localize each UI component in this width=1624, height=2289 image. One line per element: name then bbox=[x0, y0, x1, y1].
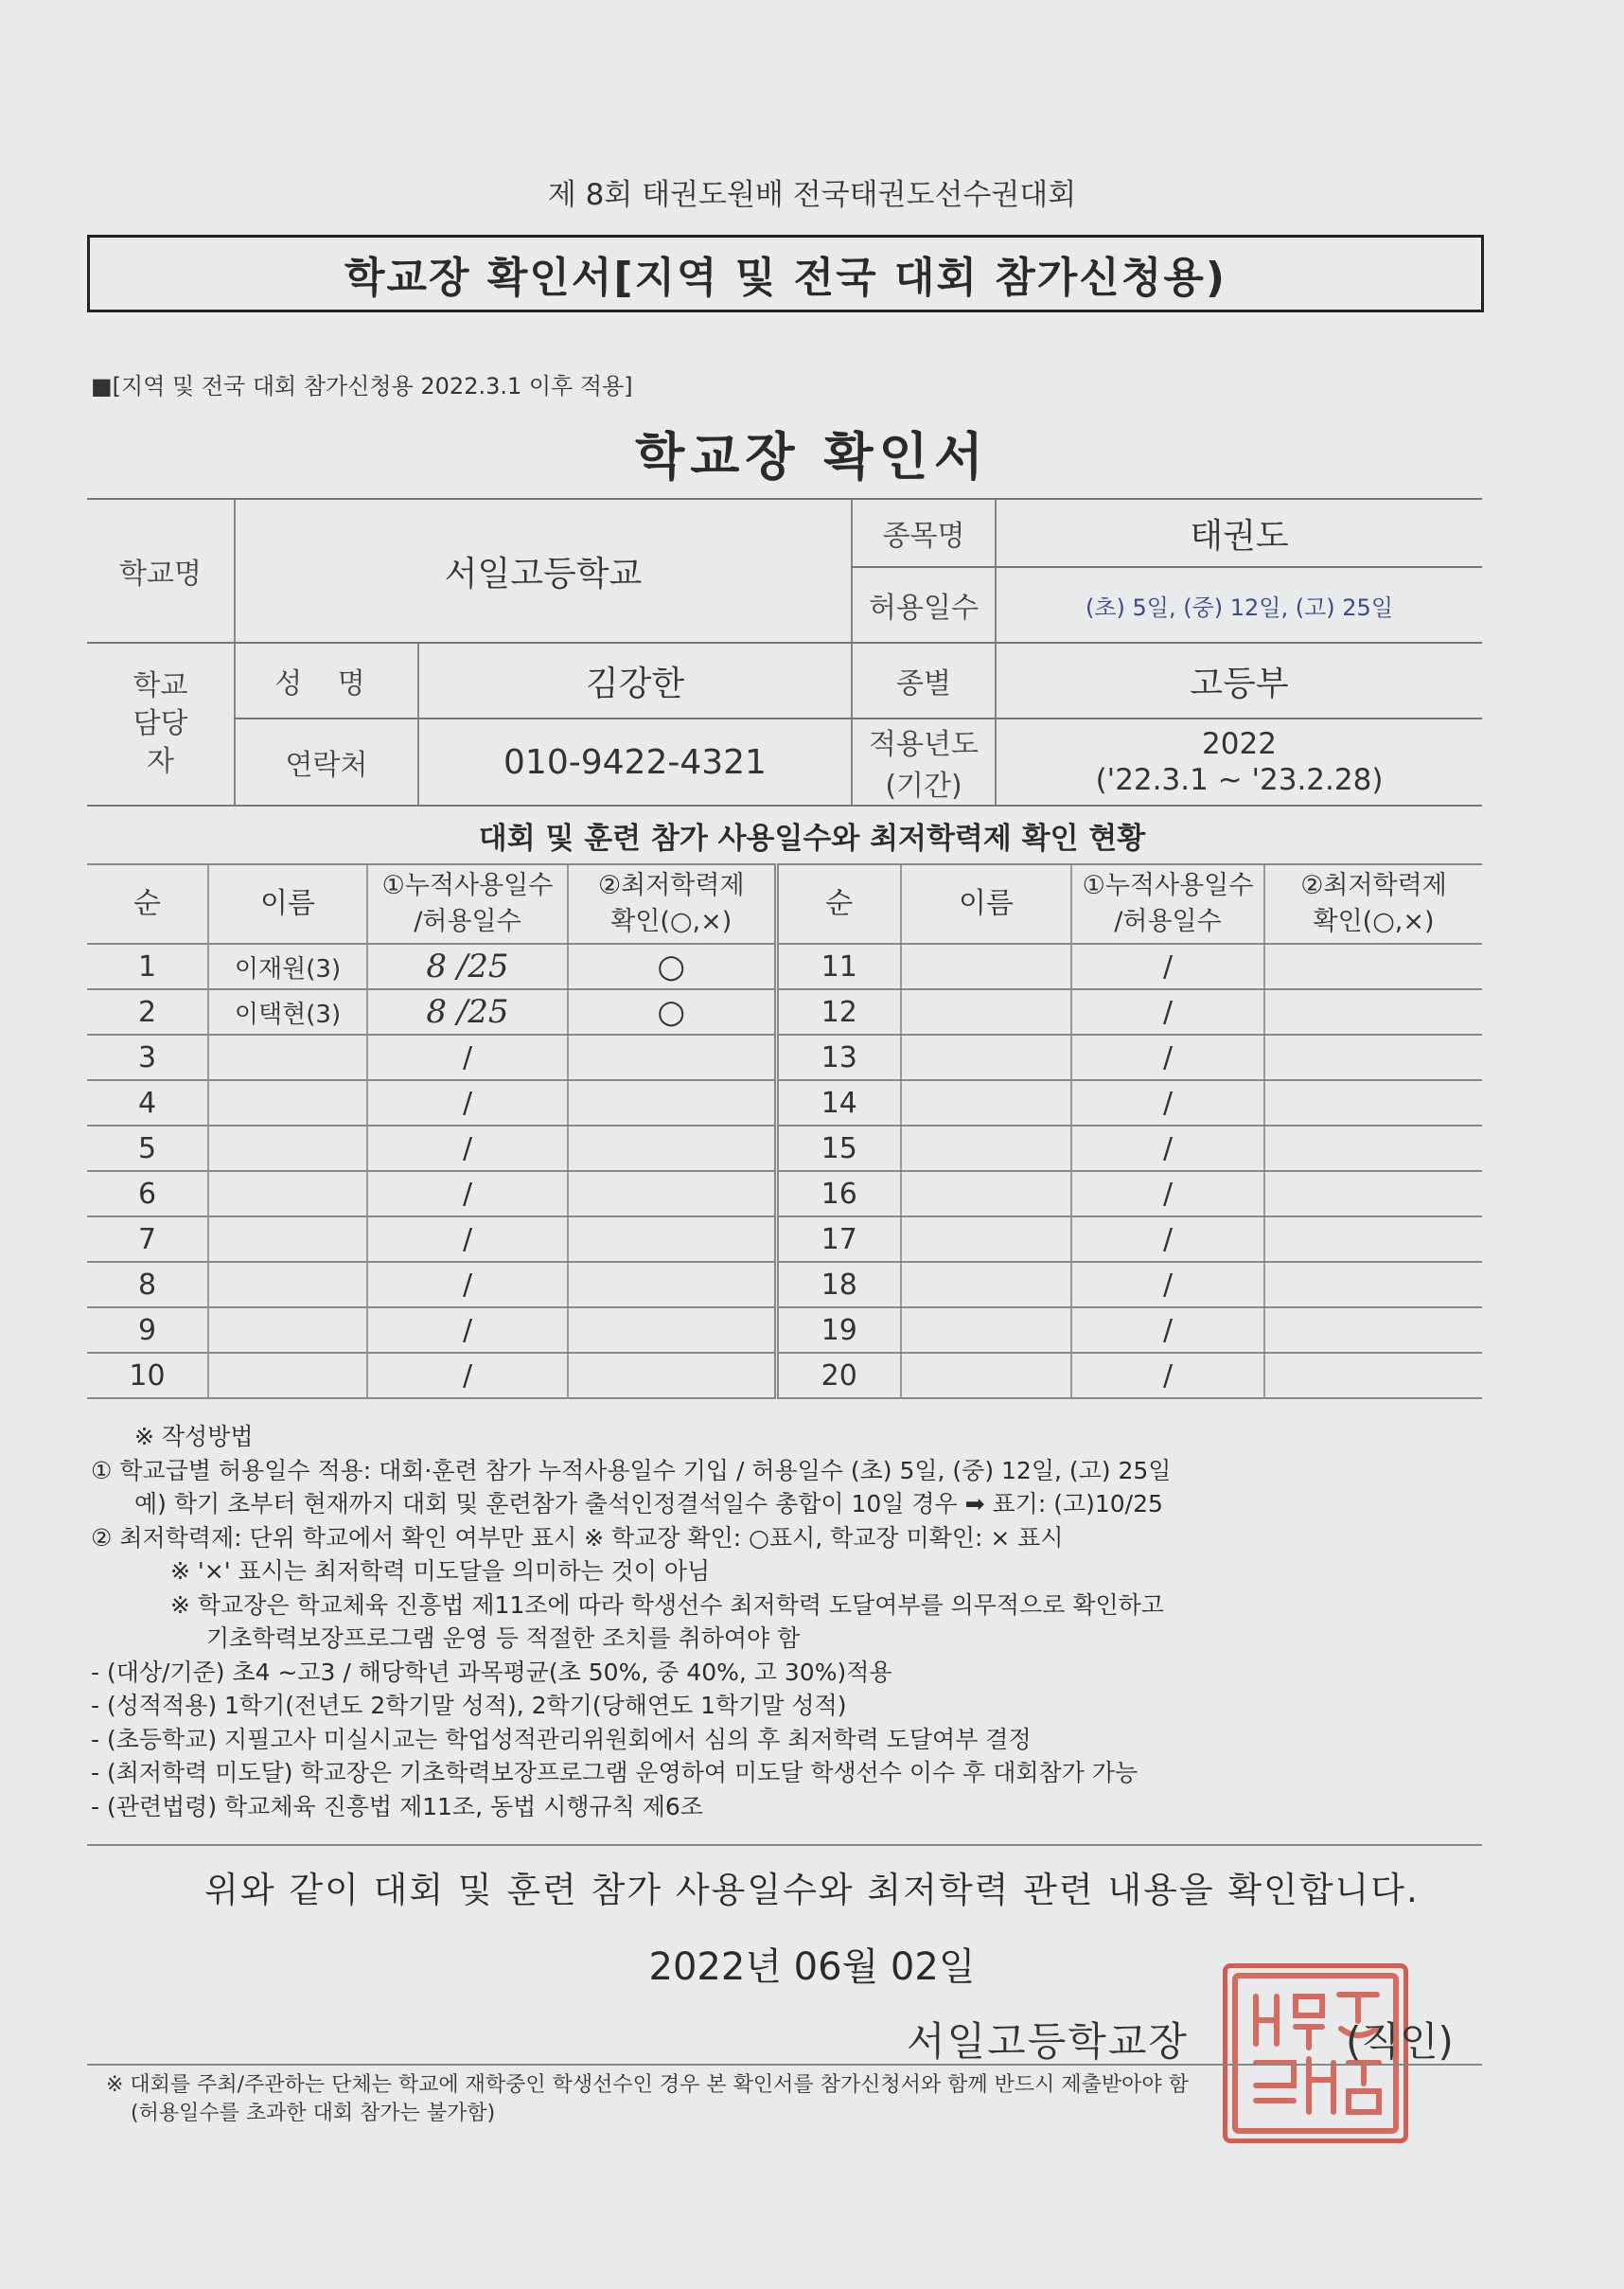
header-no: 순 bbox=[87, 864, 208, 944]
days-used: / bbox=[367, 1353, 568, 1398]
header-check-right: ②최저학력제 확인(○,×) bbox=[1264, 864, 1482, 944]
row-number: 18 bbox=[776, 1262, 901, 1307]
days-used: / bbox=[1071, 1216, 1264, 1262]
days-used: / bbox=[367, 1216, 568, 1262]
row-number: 6 bbox=[87, 1171, 208, 1216]
principal-name: 서일고등학교장 bbox=[907, 2018, 1190, 2065]
days-used: / bbox=[1071, 1353, 1264, 1398]
row-number: 13 bbox=[776, 1035, 901, 1080]
student-name bbox=[208, 1216, 367, 1262]
table-row bbox=[87, 1171, 1482, 1216]
instruction-line: - (초등학교) 지필고사 미실시교는 학업성적관리위원회에서 심의 후 최저학력 도달여부 결정 bbox=[91, 1725, 1032, 1753]
year-value: 2022 ('22.3.1 ~ '23.2.28) bbox=[996, 719, 1482, 806]
days-used: / bbox=[367, 1171, 568, 1216]
issue-date: 2022년 06월 02일 bbox=[648, 1945, 976, 1989]
student-name bbox=[901, 1353, 1071, 1398]
info-table bbox=[87, 498, 1482, 807]
student-name bbox=[208, 1353, 367, 1398]
academic-check: ○ bbox=[568, 944, 776, 989]
student-name bbox=[901, 944, 1071, 989]
row-number: 8 bbox=[87, 1262, 208, 1307]
header-name: 이름 bbox=[208, 864, 367, 944]
form-title: 학교장 확인서[지역 및 전국 대회 참가신청용) bbox=[344, 254, 1227, 302]
student-name bbox=[208, 1171, 367, 1216]
academic-check bbox=[1264, 944, 1482, 989]
student-name bbox=[208, 1080, 367, 1126]
row-number: 20 bbox=[776, 1353, 901, 1398]
academic-check bbox=[1264, 1035, 1482, 1080]
row-number: 5 bbox=[87, 1126, 208, 1171]
student-name bbox=[901, 1216, 1071, 1262]
instruction-line: ※ '×' 표시는 최저학력 미도달을 의미하는 것이 아님 bbox=[170, 1557, 711, 1585]
days-used: / bbox=[367, 1262, 568, 1307]
instruction-line: - (성적적용) 1학기(전년도 2학기말 성적), 2학기(당해연도 1학기말 성적) bbox=[91, 1692, 847, 1719]
row-number: 17 bbox=[776, 1216, 901, 1262]
instruction-line: ① 학교급별 허용일수 적용: 대회·훈련 참가 누적사용일수 기입 / 허용일수 (초) 5일, (중) 12일, (고) 25일 bbox=[91, 1456, 1172, 1484]
days-used: 8 /25 bbox=[367, 944, 568, 989]
row-number: 3 bbox=[87, 1035, 208, 1080]
academic-check bbox=[1264, 1307, 1482, 1353]
student-name bbox=[901, 989, 1071, 1035]
days-used: / bbox=[1071, 1262, 1264, 1307]
student-name bbox=[901, 1262, 1071, 1307]
row-number: 15 bbox=[776, 1126, 901, 1171]
contact-label: 연락처 bbox=[235, 719, 418, 806]
days-used: / bbox=[367, 1307, 568, 1353]
instruction-line: ※ 학교장은 학교체육 진흥법 제11조에 따라 학생선수 최저학력 도달여부를 의무적으로 확인하고 bbox=[170, 1590, 1164, 1619]
days-used: / bbox=[367, 1126, 568, 1171]
table-header-row bbox=[87, 864, 1482, 944]
days-used: / bbox=[367, 1080, 568, 1126]
student-name bbox=[208, 1307, 367, 1353]
academic-check bbox=[568, 1307, 776, 1353]
footnote bbox=[106, 2071, 1469, 2128]
row-number: 14 bbox=[776, 1080, 901, 1126]
table-row bbox=[87, 989, 1482, 1035]
school-label: 학교명 bbox=[87, 499, 235, 643]
row-number: 1 bbox=[87, 944, 208, 989]
row-number: 19 bbox=[776, 1307, 901, 1353]
student-name bbox=[901, 1035, 1071, 1080]
header-check: ②최저학력제 확인(○,×) bbox=[568, 864, 776, 944]
table-row bbox=[87, 1080, 1482, 1126]
days-used: / bbox=[1071, 1035, 1264, 1080]
student-name bbox=[208, 1035, 367, 1080]
table-row bbox=[87, 1262, 1482, 1307]
academic-check bbox=[1264, 1353, 1482, 1398]
header-days-right: ①누적사용일수 /허용일수 bbox=[1071, 864, 1264, 944]
academic-check bbox=[568, 1126, 776, 1171]
year-label: 적용년도 (기간) bbox=[852, 719, 996, 806]
table-row bbox=[87, 1216, 1482, 1262]
row-number: 11 bbox=[776, 944, 901, 989]
academic-check bbox=[1264, 1080, 1482, 1126]
table-row bbox=[87, 1353, 1482, 1398]
days-used: / bbox=[367, 1035, 568, 1080]
instruction-line: - (대상/기준) 초4 ~고3 / 해당학년 과목평균(초 50%, 중 40%, 고 30%)적용 bbox=[91, 1658, 892, 1686]
row-number: 2 bbox=[87, 989, 208, 1035]
academic-check bbox=[568, 1353, 776, 1398]
table-row bbox=[87, 1126, 1482, 1171]
row-number: 16 bbox=[776, 1171, 901, 1216]
academic-check bbox=[568, 1080, 776, 1126]
row-number: 9 bbox=[87, 1307, 208, 1353]
divider bbox=[87, 1844, 1482, 1846]
academic-check bbox=[568, 1171, 776, 1216]
name-label: 성 명 bbox=[235, 643, 418, 719]
instruction-line: 예) 학기 초부터 현재까지 대회 및 훈련참가 출석인정결석일수 총합이 10일 경우 ➡ 표기: (고)10/25 bbox=[134, 1490, 1163, 1517]
days-used: / bbox=[1071, 1126, 1264, 1171]
academic-check bbox=[568, 1216, 776, 1262]
row-number: 10 bbox=[87, 1353, 208, 1398]
row-number: 7 bbox=[87, 1216, 208, 1262]
contact-value: 010-9422-4321 bbox=[418, 719, 852, 806]
student-name: 이재원(3) bbox=[208, 944, 367, 989]
header-days: ①누적사용일수 /허용일수 bbox=[367, 864, 568, 944]
allowed-days-value: (초) 5일, (중) 12일, (고) 25일 bbox=[996, 567, 1482, 643]
instruction-line: ※ 작성방법 bbox=[134, 1423, 254, 1450]
days-used: / bbox=[1071, 989, 1264, 1035]
student-name bbox=[208, 1262, 367, 1307]
school-value: 서일고등학교 bbox=[235, 499, 852, 643]
student-name bbox=[208, 1126, 367, 1171]
apply-note: ■[지역 및 전국 대회 참가신청용 2022.3.1 이후 적용] bbox=[91, 373, 633, 399]
header-no-right: 순 bbox=[776, 864, 901, 944]
sport-value: 태권도 bbox=[996, 499, 1482, 567]
instruction-line: ② 최저학력제: 단위 학교에서 확인 여부만 표시 ※ 학교장 확인: ○표시, 학교장 미확인: × 표시 bbox=[91, 1523, 1064, 1552]
footnote-line: (허용일수를 초과한 대회 참가는 불가함) bbox=[131, 2102, 496, 2125]
main-title: 학교장 확인서 bbox=[635, 427, 989, 487]
seal-label: (직인) bbox=[1346, 2018, 1454, 2065]
participation-table bbox=[87, 863, 1482, 1399]
manager-label: 학교 담당자 bbox=[87, 643, 235, 806]
days-used: / bbox=[1071, 1171, 1264, 1216]
academic-check bbox=[568, 1262, 776, 1307]
division-value: 고등부 bbox=[996, 643, 1482, 719]
header-name-right: 이름 bbox=[901, 864, 1071, 944]
academic-check bbox=[1264, 989, 1482, 1035]
writing-instructions bbox=[91, 1420, 1492, 1823]
academic-check bbox=[568, 1035, 776, 1080]
confirm-text: 위와 같이 대회 및 훈련 참가 사용일수와 최저학력 관련 내용을 확인합니다. bbox=[204, 1870, 1420, 1910]
student-name bbox=[901, 1080, 1071, 1126]
days-used: / bbox=[1071, 1307, 1264, 1353]
competition-title: 제 8회 태권도원배 전국태권도선수권대회 bbox=[547, 178, 1077, 212]
form-title-box bbox=[87, 235, 1484, 312]
division-label: 종별 bbox=[852, 643, 996, 719]
student-name bbox=[901, 1126, 1071, 1171]
instruction-line: - (관련법령) 학교체육 진흥법 제11조, 동법 시행규칙 제6조 bbox=[91, 1792, 703, 1820]
instruction-line: 기초학력보장프로그램 운영 등 적절한 조치를 취하여야 함 bbox=[206, 1624, 801, 1652]
student-name bbox=[901, 1171, 1071, 1216]
table-row bbox=[87, 1307, 1482, 1353]
academic-check bbox=[1264, 1171, 1482, 1216]
student-name bbox=[901, 1307, 1071, 1353]
academic-check bbox=[1264, 1216, 1482, 1262]
footnote-line: ※ 대회를 주최/주관하는 단체는 학교에 재학중인 학생선수인 경우 본 확인서를 참가신청서와 함께 반드시 제출받아야 함 bbox=[106, 2073, 1189, 2097]
days-used: / bbox=[1071, 944, 1264, 989]
allowed-days-label: 허용일수 bbox=[852, 567, 996, 643]
name-value: 김강한 bbox=[418, 643, 852, 719]
section-title: 대회 및 훈련 참가 사용일수와 최저학력제 확인 현황 bbox=[478, 822, 1146, 856]
academic-check: ○ bbox=[568, 989, 776, 1035]
table-row bbox=[87, 1035, 1482, 1080]
row-number: 4 bbox=[87, 1080, 208, 1126]
footer-divider bbox=[87, 2064, 1482, 2066]
row-number: 12 bbox=[776, 989, 901, 1035]
sport-label: 종목명 bbox=[852, 499, 996, 567]
academic-check bbox=[1264, 1262, 1482, 1307]
student-name: 이택현(3) bbox=[208, 989, 367, 1035]
table-row bbox=[87, 944, 1482, 989]
academic-check bbox=[1264, 1126, 1482, 1171]
instruction-line: - (최저학력 미도달) 학교장은 기초학력보장프로그램 운영하여 미도달 학생선수 이수 후 대회참가 가능 bbox=[91, 1759, 1139, 1786]
days-used: / bbox=[1071, 1080, 1264, 1126]
days-used: 8 /25 bbox=[367, 989, 568, 1035]
